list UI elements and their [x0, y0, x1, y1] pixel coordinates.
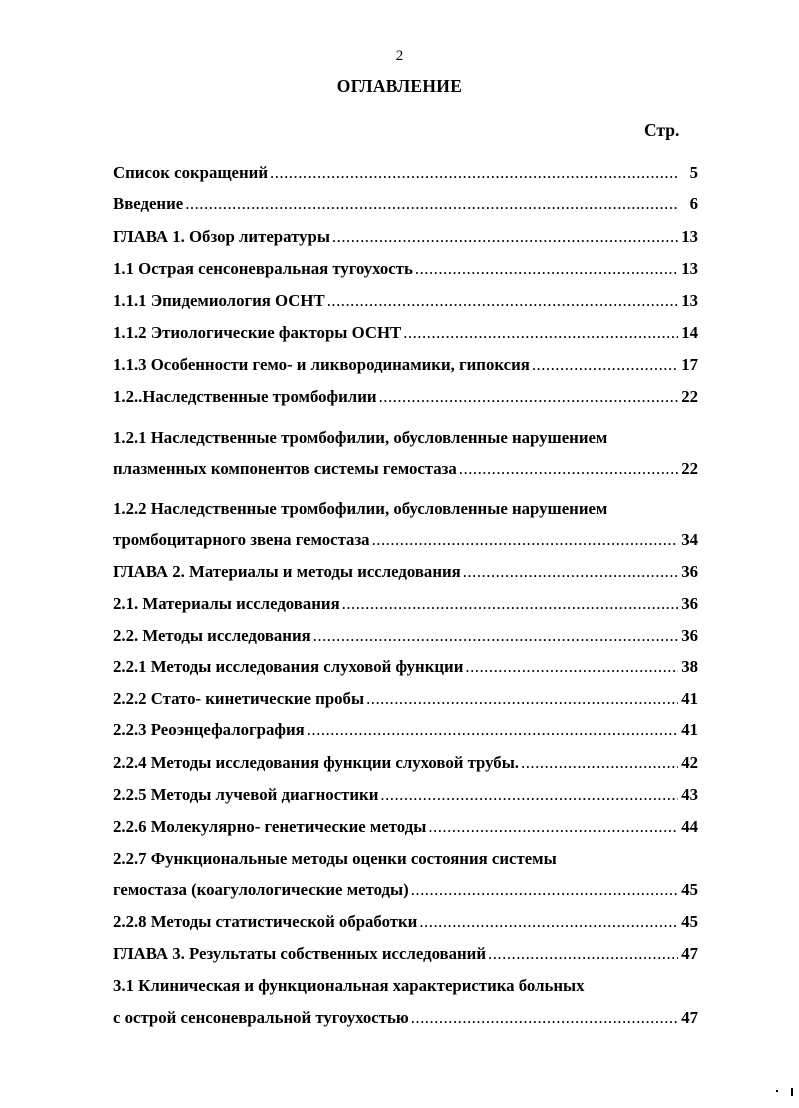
- page-column-header: Стр.: [644, 120, 680, 140]
- toc-entry-page: 36: [681, 594, 698, 613]
- toc-entry-page: 45: [681, 912, 698, 931]
- toc-entry-title: 2.2.8 Методы статистической обработки: [113, 912, 418, 931]
- toc-entry-title: гемостаза (коагулологические методы): [113, 880, 409, 899]
- toc-entry-page: 42: [681, 753, 698, 772]
- toc-entry-title: 1.1 Острая сенсоневральная тугоухость: [113, 259, 413, 278]
- toc-entry-title-line: 3.1 Клиническая и функциональная характеристика больных: [113, 976, 585, 995]
- toc-entry-page: 14: [681, 323, 698, 342]
- leader-dots: [415, 259, 678, 279]
- toc-entry-page: 13: [681, 259, 698, 278]
- toc-entry: [113, 817, 698, 839]
- toc-entry-title-line: 1.2.2 Наследственные тромбофилии, обусловленные нарушением: [113, 499, 608, 518]
- toc-entry-title: 2.1. Материалы исследования: [113, 594, 340, 613]
- toc-entry-page: 34: [681, 530, 698, 549]
- leader-dots: [411, 1008, 678, 1028]
- toc-entry-page: 36: [681, 626, 698, 645]
- toc-entry-title: тромбоцитарного звена гемостаза: [113, 530, 370, 549]
- toc-entry: [113, 1008, 698, 1030]
- toc-entry-page: 47: [681, 944, 698, 963]
- leader-dots: [327, 291, 678, 311]
- toc-entry-title: 1.2..Наследственные тромбофилии: [113, 387, 377, 406]
- toc-entry: [113, 163, 698, 185]
- toc-entry-page: 41: [681, 720, 698, 739]
- toc-entry: [113, 657, 698, 679]
- toc-entry-page: 13: [681, 291, 698, 310]
- leader-dots: [419, 912, 678, 932]
- leader-dots: [185, 194, 678, 214]
- toc-entry: [113, 291, 698, 313]
- toc-entry-page: 22: [681, 459, 698, 478]
- leader-dots: [313, 626, 678, 646]
- toc-entry-title: 1.1.1 Эпидемиология ОСНТ: [113, 291, 325, 310]
- leader-dots: [532, 355, 678, 375]
- toc-entry-title: ГЛАВА 3. Результаты собственных исследований: [113, 944, 487, 963]
- toc-entry: [113, 753, 698, 775]
- toc-entry: [113, 594, 698, 616]
- toc-entry-title: ГЛАВА 2. Материалы и методы исследования: [113, 562, 461, 581]
- toc-entry-page: 41: [681, 689, 698, 708]
- toc-entry-page: 6: [689, 194, 698, 213]
- toc-entry-title-line: 2.2.7 Функциональные методы оценки состояния системы: [113, 849, 557, 868]
- leader-dots: [372, 530, 678, 550]
- leader-dots: [379, 387, 678, 407]
- toc-entry: [113, 562, 698, 584]
- toc-entry-title: Список сокращений: [113, 163, 269, 182]
- toc-entry-title: 2.2.1 Методы исследования слуховой функции: [113, 657, 464, 676]
- toc-entry-page: 17: [681, 355, 698, 374]
- scan-artifact: [791, 1088, 793, 1096]
- toc-entry-title: 2.2.5 Методы лучевой диагностики: [113, 785, 379, 804]
- leader-dots: [465, 657, 678, 677]
- toc-entry: [113, 944, 698, 966]
- toc-entry-page: 43: [681, 785, 698, 804]
- toc-entry-page: 44: [681, 817, 698, 836]
- toc-entry: [113, 626, 698, 648]
- toc-entry: [113, 194, 698, 216]
- leader-dots: [403, 323, 678, 343]
- leader-dots: [463, 562, 678, 582]
- leader-dots: [488, 944, 678, 964]
- toc-entry-title: 1.1.2 Этиологические факторы ОСНТ: [113, 323, 402, 342]
- toc-entry-page: 47: [681, 1008, 698, 1027]
- toc-entry-title-line: 1.2.1 Наследственные тромбофилии, обусловленные нарушением: [113, 428, 608, 447]
- leader-dots: [521, 753, 678, 773]
- toc-entry: [113, 720, 698, 742]
- leader-dots: [428, 817, 678, 837]
- toc-entry-page: 22: [681, 387, 698, 406]
- toc-entry-title: ГЛАВА 1. Обзор литературы: [113, 227, 330, 246]
- toc-entry: [113, 323, 698, 345]
- toc-entry: [113, 227, 698, 249]
- scan-artifact: [776, 1090, 778, 1092]
- toc-entry-title: Введение: [113, 194, 184, 213]
- leader-dots: [411, 880, 678, 900]
- toc-entry: [113, 387, 698, 409]
- page-number: 2: [395, 48, 404, 64]
- toc-entry: [113, 880, 698, 902]
- page-title: ОГЛАВЛЕНИЕ: [336, 76, 463, 96]
- leader-dots: [366, 689, 678, 709]
- toc-entry-title: 2.2.4 Методы исследования функции слуховой трубы.: [113, 753, 519, 772]
- leader-dots: [459, 459, 678, 479]
- toc-entry: [113, 912, 698, 934]
- toc-entry-title: 1.1.3 Особенности гемо- и ликвородинамики, гипоксия: [113, 355, 530, 374]
- leader-dots: [307, 720, 678, 740]
- leader-dots: [270, 163, 678, 183]
- toc-entry-title: 2.2.2 Стато- кинетические пробы: [113, 689, 365, 708]
- leader-dots: [342, 594, 678, 614]
- toc-entry: [113, 785, 698, 807]
- leader-dots: [380, 785, 678, 805]
- toc-entry: [113, 530, 698, 552]
- toc-entry-page: 45: [681, 880, 698, 899]
- toc-entry-page: 36: [681, 562, 698, 581]
- toc-entry-page: 5: [689, 163, 698, 182]
- toc-entry-title: 2.2.6 Молекулярно- генетические методы: [113, 817, 427, 836]
- toc-entry: [113, 259, 698, 281]
- toc-entry-title: плазменных компонентов системы гемостаза: [113, 459, 457, 478]
- toc-entry-title: с острой сенсоневральной тугоухостью: [113, 1008, 409, 1027]
- toc-entry: [113, 355, 698, 377]
- toc-entry-title: 2.2.3 Реоэнцефалография: [113, 720, 305, 739]
- toc-entry: [113, 459, 698, 481]
- leader-dots: [332, 227, 678, 247]
- toc-entry-page: 13: [681, 227, 698, 246]
- toc-entry-title: 2.2. Методы исследования: [113, 626, 311, 645]
- toc-entry: [113, 689, 698, 711]
- toc-entry-page: 38: [681, 657, 698, 676]
